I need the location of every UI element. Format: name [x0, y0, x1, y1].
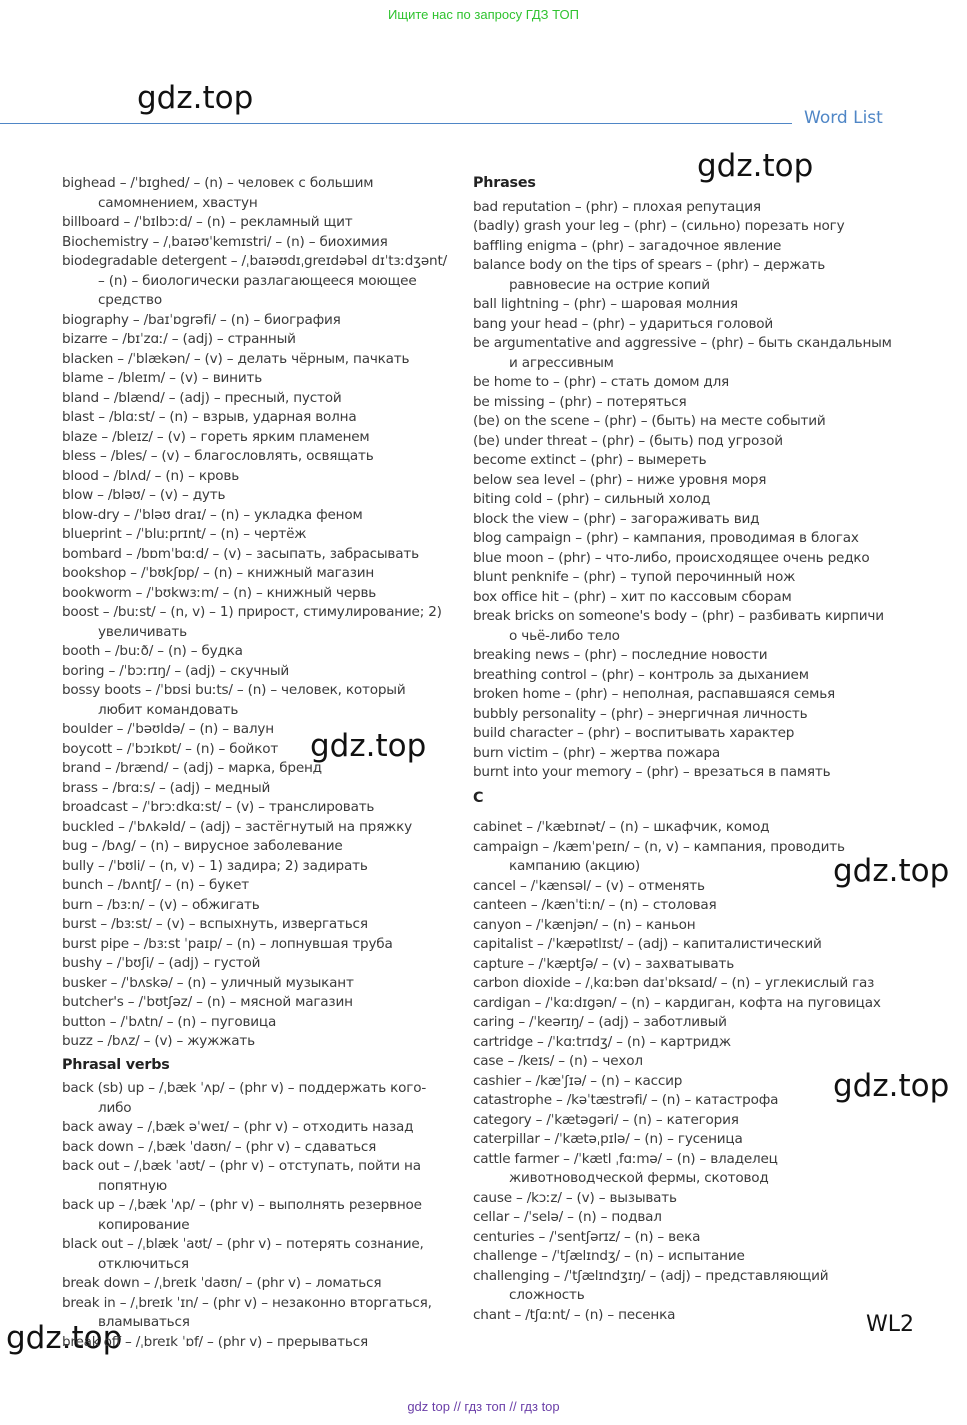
word-entry: cardigan – /ˈkɑːdɪgən/ – (n) – кардиган, кофта на пуговицах — [473, 994, 881, 1011]
word-entry: broadcast – /ˈbrɔːdkɑːst/ – (v) – транслировать — [62, 799, 375, 815]
word-entry: bubbly personality – (phr) – энергичная личность — [473, 705, 808, 722]
word-entry: biography – /baɪˈɒgrəfi/ – (n) – биография — [62, 311, 341, 328]
word-entry: bookworm – /ˈbʊkwɜːm/ – (n) – книжный червь — [62, 584, 377, 601]
word-entry: centuries – /ˈsentʃərɪz/ – (n) – века — [473, 1228, 701, 1245]
word-entry: back up – /ˌbæk ˈʌp/ – (phr v) – выполнять резервное копирование — [62, 1197, 422, 1233]
word-entry: ball lightning – (phr) – шаровая молния — [473, 296, 738, 312]
word-entry: boulder – /ˈbəʊldə/ – (n) – валун — [62, 721, 274, 737]
word-entry: back out – /ˌbæk ˈaʊt/ – (phr v) – отступать, пойти на попятную — [62, 1158, 421, 1194]
watermark-bottom-left: gdz.top — [6, 1320, 123, 1356]
word-entry: blame – /bleɪm/ – (v) – винить — [62, 370, 263, 386]
word-entry: bad reputation – (phr) – плохая репутация — [473, 198, 761, 215]
word-entry: burst pipe – /bɜːst ˈpaɪp/ – (n) – лопнувшая труба — [62, 935, 393, 952]
word-entry: (badly) grash your leg – (phr) – (сильно) порезать ногу — [473, 218, 845, 234]
word-entry: blood – /blʌd/ – (n) – кровь — [62, 467, 240, 484]
word-entry: broken home – (phr) – неполная, распавшаяся семья — [473, 686, 836, 702]
word-entry: canyon – /ˈkænjən/ – (n) – каньон — [473, 916, 696, 933]
watermark-mid-left: gdz.top — [310, 728, 427, 764]
word-entry: bunch – /bʌntʃ/ – (n) – букет — [62, 877, 249, 893]
word-entry: cashier – /kæˈʃɪə/ – (n) – кассир — [473, 1072, 683, 1089]
word-entry: box office hit – (phr) – хит по кассовым сборам — [473, 588, 792, 605]
header-rule — [0, 123, 792, 124]
word-entry: breaking news – (phr) – последние новости — [473, 647, 768, 663]
phrasal-entry-list — [62, 1079, 447, 1352]
word-entry: challenging – /ˈtʃælɪndʒɪŋ/ – (adj) – представляющий сложность — [473, 1267, 829, 1303]
watermark-top-right: gdz.top — [697, 148, 814, 184]
word-entry: boring – /ˈbɔːrɪŋ/ – (adj) – скучный — [62, 662, 290, 679]
word-entry: canteen – /kænˈtiːn/ – (n) – столовая — [473, 897, 717, 913]
left-column — [62, 174, 447, 1352]
word-entry: Biochemistry – /ˌbaɪəʊˈkemɪstri/ – (n) – биохимия — [62, 233, 388, 250]
word-entry: buzz – /bʌz/ – (v) – жужжать — [62, 1033, 255, 1049]
word-entry: bombard – /bɒmˈbɑːd/ – (v) – засыпать, забрасывать — [62, 545, 419, 562]
word-entry: brand – /brænd/ – (adj) – марка, бренд — [62, 760, 322, 776]
word-entry: bug – /bʌg/ – (n) – вирусное заболевание — [62, 838, 343, 854]
phrase-entry-list — [473, 198, 893, 783]
word-entry: bang your head – (phr) – удариться головой — [473, 315, 774, 332]
word-entry: chant – /tʃɑːnt/ – (n) – песенка — [473, 1306, 676, 1323]
word-entry: blow – /bləʊ/ – (v) – дуть — [62, 487, 226, 503]
word-entry: back down – /ˌbæk ˈdaʊn/ – (phr v) – сдаваться — [62, 1138, 377, 1155]
word-entry: burst – /bɜːst/ – (v) – вспыхнуть, извергаться — [62, 916, 368, 932]
top-search-note: Ищите нас по запросу ГДЗ ТОП — [388, 7, 579, 22]
word-entry: caring – /ˈkeərɪŋ/ – (adj) – заботливый — [473, 1014, 727, 1030]
phrasal-verbs-heading: Phrasal verbs — [62, 1056, 170, 1073]
word-entry: cancel – /ˈkænsəl/ – (v) – отменять — [473, 877, 705, 894]
word-entry: blog campaign – (phr) – кампания, проводимая в блогах — [473, 530, 859, 546]
watermark-mid-right: gdz.top — [833, 853, 950, 889]
word-entry: bully – /ˈbʊli/ – (n, v) – 1) задира; 2) задирать — [62, 857, 368, 874]
word-entry: brass – /brɑːs/ – (adj) – медный — [62, 779, 271, 796]
word-entry: bossy boots – /ˈbɒsi buːts/ – (n) – человек, который любит командовать — [62, 682, 406, 718]
word-entry: blaze – /bleɪz/ – (v) – гореть ярким пламенем — [62, 428, 370, 445]
word-entry: blast – /blɑːst/ – (n) – взрыв, ударная волна — [62, 409, 357, 425]
word-entry: carbon dioxide – /ˌkɑːbən daɪˈɒksaɪd/ – (n) – углекислый газ — [473, 975, 875, 991]
word-entry: be argumentative and aggressive – (phr) – быть скандальным и агрессивным — [473, 335, 892, 371]
word-entry: biting cold – (phr) – сильный холод — [473, 491, 711, 507]
word-entry: break down – /ˌbreɪk ˈdaʊn/ – (phr v) – ломаться — [62, 1275, 382, 1291]
word-entry: boost – /buːst/ – (n, v) – 1) прирост, стимулирование; 2) увеличивать — [62, 604, 442, 640]
word-entry: break bricks on someone's body – (phr) – разбивать кирпичи о чьё-либо тело — [473, 608, 884, 644]
word-entry: burn victim – (phr) – жертва пожара — [473, 744, 721, 761]
word-entry: bookshop – /ˈbʊkʃɒp/ – (n) – книжный магазин — [62, 565, 375, 581]
phrases-heading: Phrases — [473, 175, 536, 191]
section-title: Word List — [804, 108, 883, 128]
word-entry: cartridge – /ˈkɑːtrɪdʒ/ – (n) – картридж — [473, 1033, 731, 1050]
word-entry: blow-dry – /ˈbləʊ draɪ/ – (n) – укладка феном — [62, 506, 363, 523]
word-entry: block the view – (phr) – загораживать вид — [473, 510, 760, 527]
word-entry: bighead – /ˈbɪghed/ – (n) – человек с большим самомнением, хвастун — [62, 175, 374, 211]
word-entry: catastrophe – /kəˈtæstrəfi/ – (n) – катастрофа — [473, 1092, 779, 1108]
word-entry: case – /keɪs/ – (n) – чехол — [473, 1053, 643, 1069]
right-column — [473, 174, 893, 1325]
word-entry: break in – /ˌbreɪk ˈɪn/ – (phr v) – незаконно вторгаться, вламываться — [62, 1294, 432, 1330]
word-entry: back away – /ˌbæk əˈweɪ/ – (phr v) – отходить назад — [62, 1119, 414, 1135]
watermark-lower-right: gdz.top — [833, 1068, 950, 1104]
word-entry: button – /ˈbʌtn/ – (n) – пуговица — [62, 1013, 277, 1030]
word-entry: (be) on the scene – (phr) – (быть) на месте событий — [473, 413, 826, 429]
word-entry: billboard – /ˈbɪlbɔːd/ – (n) – рекламный щит — [62, 214, 353, 230]
word-entry: capitalist – /ˈkæpətlɪst/ – (adj) – капиталистический — [473, 936, 822, 952]
word-entry: black out – /ˌblæk ˈaʊt/ – (phr v) – потерять сознание, отключиться — [62, 1236, 424, 1272]
word-entry: bushy – /ˈbʊʃi/ – (adj) – густой — [62, 955, 261, 971]
word-entry: burnt into your memory – (phr) – врезаться в память — [473, 764, 831, 780]
word-entry: break off – /ˌbreɪk ˈɒf/ – (phr v) – прерываться — [62, 1333, 368, 1350]
word-entry: cause – /kɔːz/ – (v) – вызывать — [473, 1189, 677, 1206]
word-entry: biodegradable detergent – /ˌbaɪəʊdɪˌgreɪdəbəl dɪˈtɜːdʒənt/ – (n) – биологически разлагающееся моющее средство — [62, 253, 447, 308]
word-entry: busker – /ˈbʌskə/ – (n) – уличный музыкант — [62, 974, 354, 991]
word-entry: buckled – /ˈbʌkəld/ – (adj) – застёгнутый на пряжку — [62, 818, 412, 835]
word-entry: bland – /blænd/ – (adj) – пресный, пустой — [62, 389, 342, 406]
word-entry: back (sb) up – /ˌbæk ˈʌp/ – (phr v) – поддержать кого-либо — [62, 1080, 427, 1116]
word-entry: become extinct – (phr) – вымереть — [473, 452, 707, 468]
word-entry: blueprint – /ˈbluːprɪnt/ – (n) – чертёж — [62, 526, 307, 542]
word-entry: cellar – /ˈselə/ – (n) – подвал — [473, 1209, 662, 1225]
c-entry-list — [473, 818, 893, 1325]
word-entry: challenge – /ˈtʃælɪndʒ/ – (n) – испытание — [473, 1248, 745, 1264]
word-entry: below sea level – (phr) – ниже уровня моря — [473, 471, 767, 488]
word-entry: blacken – /ˈblækən/ – (v) – делать чёрным, пачкать — [62, 350, 410, 367]
word-entry: booth – /buːð/ – (n) – будка — [62, 643, 243, 659]
word-entry: baffling enigma – (phr) – загадочное явление — [473, 237, 782, 254]
word-entry: capture – /ˈkæptʃə/ – (v) – захватывать — [473, 955, 735, 972]
word-entry: bizarre – /bɪˈzɑː/ – (adj) – странный — [62, 331, 296, 347]
word-entry: campaign – /kæmˈpeɪn/ – (n, v) – кампания, проводить кампанию (акцию) — [473, 838, 845, 874]
word-entry: be missing – (phr) – потеряться — [473, 393, 687, 410]
word-entry: cabinet – /ˈkæbɪnət/ – (n) – шкафчик, комод — [473, 819, 770, 835]
left-entry-list — [62, 174, 447, 1052]
word-entry: category – /ˈkætəgəri/ – (n) – категория — [473, 1111, 739, 1128]
word-entry: caterpillar – /ˈkætəˌpɪlə/ – (n) – гусеница — [473, 1131, 743, 1147]
watermark-top-left: gdz.top — [137, 80, 254, 116]
letter-c-heading: C — [473, 789, 484, 806]
word-entry: boycott – /ˈbɔɪkɒt/ – (n) – бойкот — [62, 740, 279, 757]
word-entry: blunt penknife – (phr) – тупой перочинный нож — [473, 569, 796, 585]
word-entry: blue moon – (phr) – что-либо, происходящее очень редко — [473, 549, 870, 566]
word-entry: (be) under threat – (phr) – (быть) под угрозой — [473, 432, 783, 449]
page-number: WL2 — [866, 1312, 915, 1337]
word-entry: be home to – (phr) – стать домом для — [473, 374, 730, 390]
word-entry: bless – /bles/ – (v) – благословлять, освящать — [62, 448, 374, 464]
word-entry: build character – (phr) – воспитывать характер — [473, 725, 795, 741]
footer-links[interactable]: gdz top // гдз топ // гдз top — [407, 1399, 560, 1414]
word-entry: burn – /bɜːn/ – (v) – обжигать — [62, 896, 260, 913]
word-entry: breathing control – (phr) – контроль за дыханием — [473, 666, 809, 683]
word-entry: cattle farmer – /ˈkætl ˌfɑːmə/ – (n) – владелец животноводческой фермы, скотовод — [473, 1150, 778, 1186]
word-entry: butcher's – /ˈbʊtʃəz/ – (n) – мясной магазин — [62, 994, 353, 1010]
word-entry: balance body on the tips of spears – (phr) – держать равновесие на острие копий — [473, 257, 826, 293]
